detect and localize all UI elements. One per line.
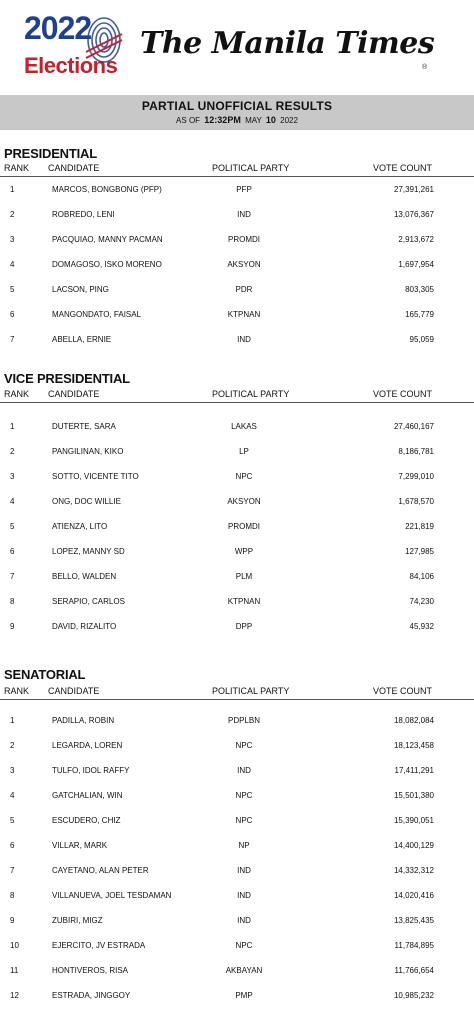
logo-year: 2022 xyxy=(24,10,92,46)
votes-cell: 27,460,167 xyxy=(393,422,434,431)
votes-cell: 1,678,570 xyxy=(398,497,434,506)
table-row xyxy=(0,464,474,489)
rank-cell: 4 xyxy=(10,260,15,269)
candidate-cell: LACSON, PING xyxy=(52,285,109,294)
votes-cell: 13,076,367 xyxy=(393,210,434,219)
rank-cell: 2 xyxy=(10,447,15,456)
registered-mark: ® xyxy=(422,64,428,71)
candidate-cell: PANGILINAN, KIKO xyxy=(52,447,124,456)
table-row xyxy=(0,758,474,783)
candidate-cell: VILLAR, MARK xyxy=(52,841,108,850)
rank-cell: 1 xyxy=(10,185,15,194)
candidate-cell: ESTRADA, JINGGOY xyxy=(52,991,131,1000)
candidate-column-header: CANDIDATE xyxy=(48,389,100,399)
votes-cell: 18,082,084 xyxy=(393,716,434,725)
rank-cell: 7 xyxy=(10,335,15,344)
candidate-cell: PACQUIAO, MANNY PACMAN xyxy=(52,235,163,244)
banner-timestamp xyxy=(0,115,474,125)
party-cell-text: IND xyxy=(237,210,251,219)
table-row xyxy=(0,883,474,908)
votes-cell: 74,230 xyxy=(409,597,434,606)
votes-cell: 803,305 xyxy=(405,285,434,294)
candidate-cell: MANGONDATO, FAISAL xyxy=(52,310,142,319)
table-row xyxy=(0,783,474,808)
candidate-column-header: CANDIDATE xyxy=(48,163,100,173)
candidate-cell: ESCUDERO, CHIZ xyxy=(52,816,121,825)
rank-cell: 2 xyxy=(10,210,15,219)
candidate-column-header: CANDIDATE xyxy=(48,686,100,696)
votes-cell: 1,697,954 xyxy=(398,260,434,269)
rank-cell: 1 xyxy=(10,716,15,725)
rank-cell: 3 xyxy=(10,235,15,244)
rank-cell: 1 xyxy=(10,422,15,431)
rank-column-header: RANK xyxy=(4,163,30,173)
rank-column-header: RANK xyxy=(4,686,30,696)
candidate-cell: ATIENZA, LITO xyxy=(52,522,108,531)
party-cell-text: PFP xyxy=(236,185,252,194)
party-cell-text: NPC xyxy=(235,816,253,825)
votes-cell: 84,106 xyxy=(409,572,434,581)
section-title: SENATORIAL xyxy=(4,667,86,682)
candidate-cell: CAYETANO, ALAN PETER xyxy=(52,866,149,875)
table-row xyxy=(0,439,474,464)
rank-cell: 8 xyxy=(10,891,15,900)
table-row xyxy=(0,177,474,202)
table-row xyxy=(0,252,474,277)
table-row xyxy=(0,539,474,564)
party-cell-text: KTPNAN xyxy=(227,597,261,606)
candidate-cell: DAVID, RIZALITO xyxy=(52,622,117,631)
candidate-cell: PADILLA, ROBIN xyxy=(52,716,115,725)
rank-cell: 11 xyxy=(10,966,19,975)
table-row xyxy=(0,327,474,352)
votes-column-header: VOTE COUNT xyxy=(372,389,432,399)
candidate-cell: LOPEZ, MANNY SD xyxy=(52,547,125,556)
section-title: VICE PRESIDENTIAL xyxy=(4,371,130,386)
candidate-cell: DUTERTE, SARA xyxy=(52,422,116,431)
rank-cell: 6 xyxy=(10,547,15,556)
page-header xyxy=(0,0,474,92)
candidate-cell: MARCOS, BONGBONG (PFP) xyxy=(52,185,162,194)
votes-cell: 27,391,261 xyxy=(393,185,434,194)
votes-cell: 7,299,010 xyxy=(398,472,434,481)
rank-cell: 4 xyxy=(10,497,15,506)
votes-cell: 127,985 xyxy=(405,547,434,556)
rank-cell: 4 xyxy=(10,791,15,800)
votes-cell: 2,913,672 xyxy=(398,235,434,244)
table-row xyxy=(0,983,474,1008)
table-row xyxy=(0,614,474,639)
votes-cell: 13,825,435 xyxy=(393,916,434,925)
votes-cell: 15,501,380 xyxy=(393,791,434,800)
rank-cell: 5 xyxy=(10,816,15,825)
time-value: 12:32PM xyxy=(204,115,241,125)
party-cell-text: LP xyxy=(239,447,249,456)
candidate-cell: HONTIVEROS, RISA xyxy=(52,966,129,975)
votes-cell: 14,332,312 xyxy=(393,866,434,875)
party-cell-text: PROMDI xyxy=(228,522,260,531)
banner-title: PARTIAL UNOFFICIAL RESULTS xyxy=(141,99,333,113)
party-cell-text: NP xyxy=(238,841,250,850)
party-cell-text: IND xyxy=(237,335,251,344)
rank-cell: 5 xyxy=(10,285,15,294)
section-title: PRESIDENTIAL xyxy=(4,146,97,161)
party-cell-text: PLM xyxy=(235,572,253,581)
party-cell-text: NPC xyxy=(235,791,253,800)
rank-cell: 7 xyxy=(10,572,15,581)
masthead-title: The Manila Times xyxy=(140,26,435,61)
votes-cell: 8,186,781 xyxy=(398,447,434,456)
votes-cell: 15,390,051 xyxy=(393,816,434,825)
candidate-cell: SERAPIO, CARLOS xyxy=(52,597,125,606)
rank-cell: 3 xyxy=(10,472,15,481)
logo-word: Elections xyxy=(24,53,118,78)
candidate-cell: ABELLA, ERNIE xyxy=(52,335,112,344)
party-cell-text: PDPLBN xyxy=(227,716,261,725)
party-cell-text: AKSYON xyxy=(227,497,261,506)
rank-cell: 12 xyxy=(10,991,19,1000)
party-column-header: POLITICAL PARTY xyxy=(212,686,290,696)
table-row xyxy=(0,858,474,883)
party-cell-text: PDR xyxy=(235,285,253,294)
candidate-cell: VILLANUEVA, JOEL TESDAMAN xyxy=(52,891,172,900)
candidate-cell: ONG, DOC WILLIE xyxy=(52,497,121,506)
column-header-row xyxy=(0,160,474,176)
party-cell-text: LAKAS xyxy=(231,422,257,431)
table-row xyxy=(0,564,474,589)
rank-cell: 6 xyxy=(10,310,15,319)
party-cell-text: KTPNAN xyxy=(227,310,261,319)
party-cell-text: AKSYON xyxy=(227,260,261,269)
table-row xyxy=(0,302,474,327)
votes-cell: 11,784,895 xyxy=(394,941,434,950)
table-row xyxy=(0,833,474,858)
party-cell-text: IND xyxy=(237,866,251,875)
table-row xyxy=(0,227,474,252)
party-cell-text: NPC xyxy=(235,472,253,481)
rank-cell: 2 xyxy=(10,741,15,750)
rank-cell: 5 xyxy=(10,522,15,531)
votes-cell: 45,932 xyxy=(409,622,434,631)
candidate-cell: TULFO, IDOL RAFFY xyxy=(52,766,130,775)
table-row xyxy=(0,908,474,933)
table-row xyxy=(0,733,474,758)
party-cell-text: AKBAYAN xyxy=(225,966,263,975)
table-row xyxy=(0,277,474,302)
candidate-cell: ZUBIRI, MIGZ xyxy=(52,916,103,925)
votes-cell: 14,400,129 xyxy=(393,841,434,850)
votes-cell: 11,766,654 xyxy=(394,966,434,975)
votes-cell: 17,411,291 xyxy=(394,766,434,775)
party-column-header: POLITICAL PARTY xyxy=(212,389,290,399)
votes-cell: 18,123,458 xyxy=(393,741,434,750)
candidate-cell: SOTTO, VICENTE TITO xyxy=(52,472,139,481)
votes-cell: 165,779 xyxy=(405,310,434,319)
rank-cell: 7 xyxy=(10,866,15,875)
candidate-cell: EJERCITO, JV ESTRADA xyxy=(52,941,146,950)
table-row xyxy=(0,708,474,733)
fingerprint-icon xyxy=(84,12,124,68)
party-cell-text: PMP xyxy=(235,991,253,1000)
party-cell-text: DPP xyxy=(235,622,253,631)
rank-cell: 8 xyxy=(10,597,15,606)
table-row xyxy=(0,808,474,833)
rank-cell: 9 xyxy=(10,622,15,631)
party-cell-text: IND xyxy=(237,916,251,925)
candidate-cell: ROBREDO, LENI xyxy=(52,210,115,219)
votes-column-header: VOTE COUNT xyxy=(372,163,432,173)
header-divider xyxy=(0,699,474,700)
party-cell-text: NPC xyxy=(235,941,253,950)
table-row xyxy=(0,958,474,983)
party-column-header: POLITICAL PARTY xyxy=(212,163,290,173)
as-of-label: AS OF xyxy=(176,116,201,125)
table-row xyxy=(0,589,474,614)
rank-cell: 10 xyxy=(10,941,19,950)
votes-cell: 95,059 xyxy=(409,335,434,344)
votes-cell: 14,020,416 xyxy=(393,891,434,900)
votes-cell: 10,985,232 xyxy=(393,991,434,1000)
rank-cell: 9 xyxy=(10,916,15,925)
candidate-cell: DOMAGOSO, ISKO MORENO xyxy=(52,260,162,269)
table-row xyxy=(0,414,474,439)
table-row xyxy=(0,202,474,227)
rank-column-header: RANK xyxy=(4,389,30,399)
votes-column-header: VOTE COUNT xyxy=(372,686,432,696)
table-row xyxy=(0,933,474,958)
year-value: 2022 xyxy=(280,116,298,125)
candidate-cell: LEGARDA, LOREN xyxy=(52,741,123,750)
votes-cell: 221,819 xyxy=(405,522,434,531)
table-row xyxy=(0,514,474,539)
header-divider xyxy=(0,402,474,403)
elections-logo xyxy=(22,8,122,86)
column-header-row xyxy=(0,683,474,699)
rank-cell: 6 xyxy=(10,841,15,850)
day-value: 10 xyxy=(265,115,276,125)
party-cell-text: IND xyxy=(237,891,251,900)
party-cell-text: IND xyxy=(237,766,251,775)
party-cell-text: PROMDI xyxy=(228,235,260,244)
month-value: MAY xyxy=(245,116,262,125)
party-cell-text: WPP xyxy=(234,547,254,556)
candidate-cell: BELLO, WALDEN xyxy=(52,572,117,581)
column-header-row xyxy=(0,386,474,402)
candidate-cell: GATCHALIAN, WIN xyxy=(52,791,123,800)
table-row xyxy=(0,489,474,514)
rank-cell: 3 xyxy=(10,766,15,775)
party-cell-text: NPC xyxy=(235,741,253,750)
results-banner xyxy=(0,95,474,130)
